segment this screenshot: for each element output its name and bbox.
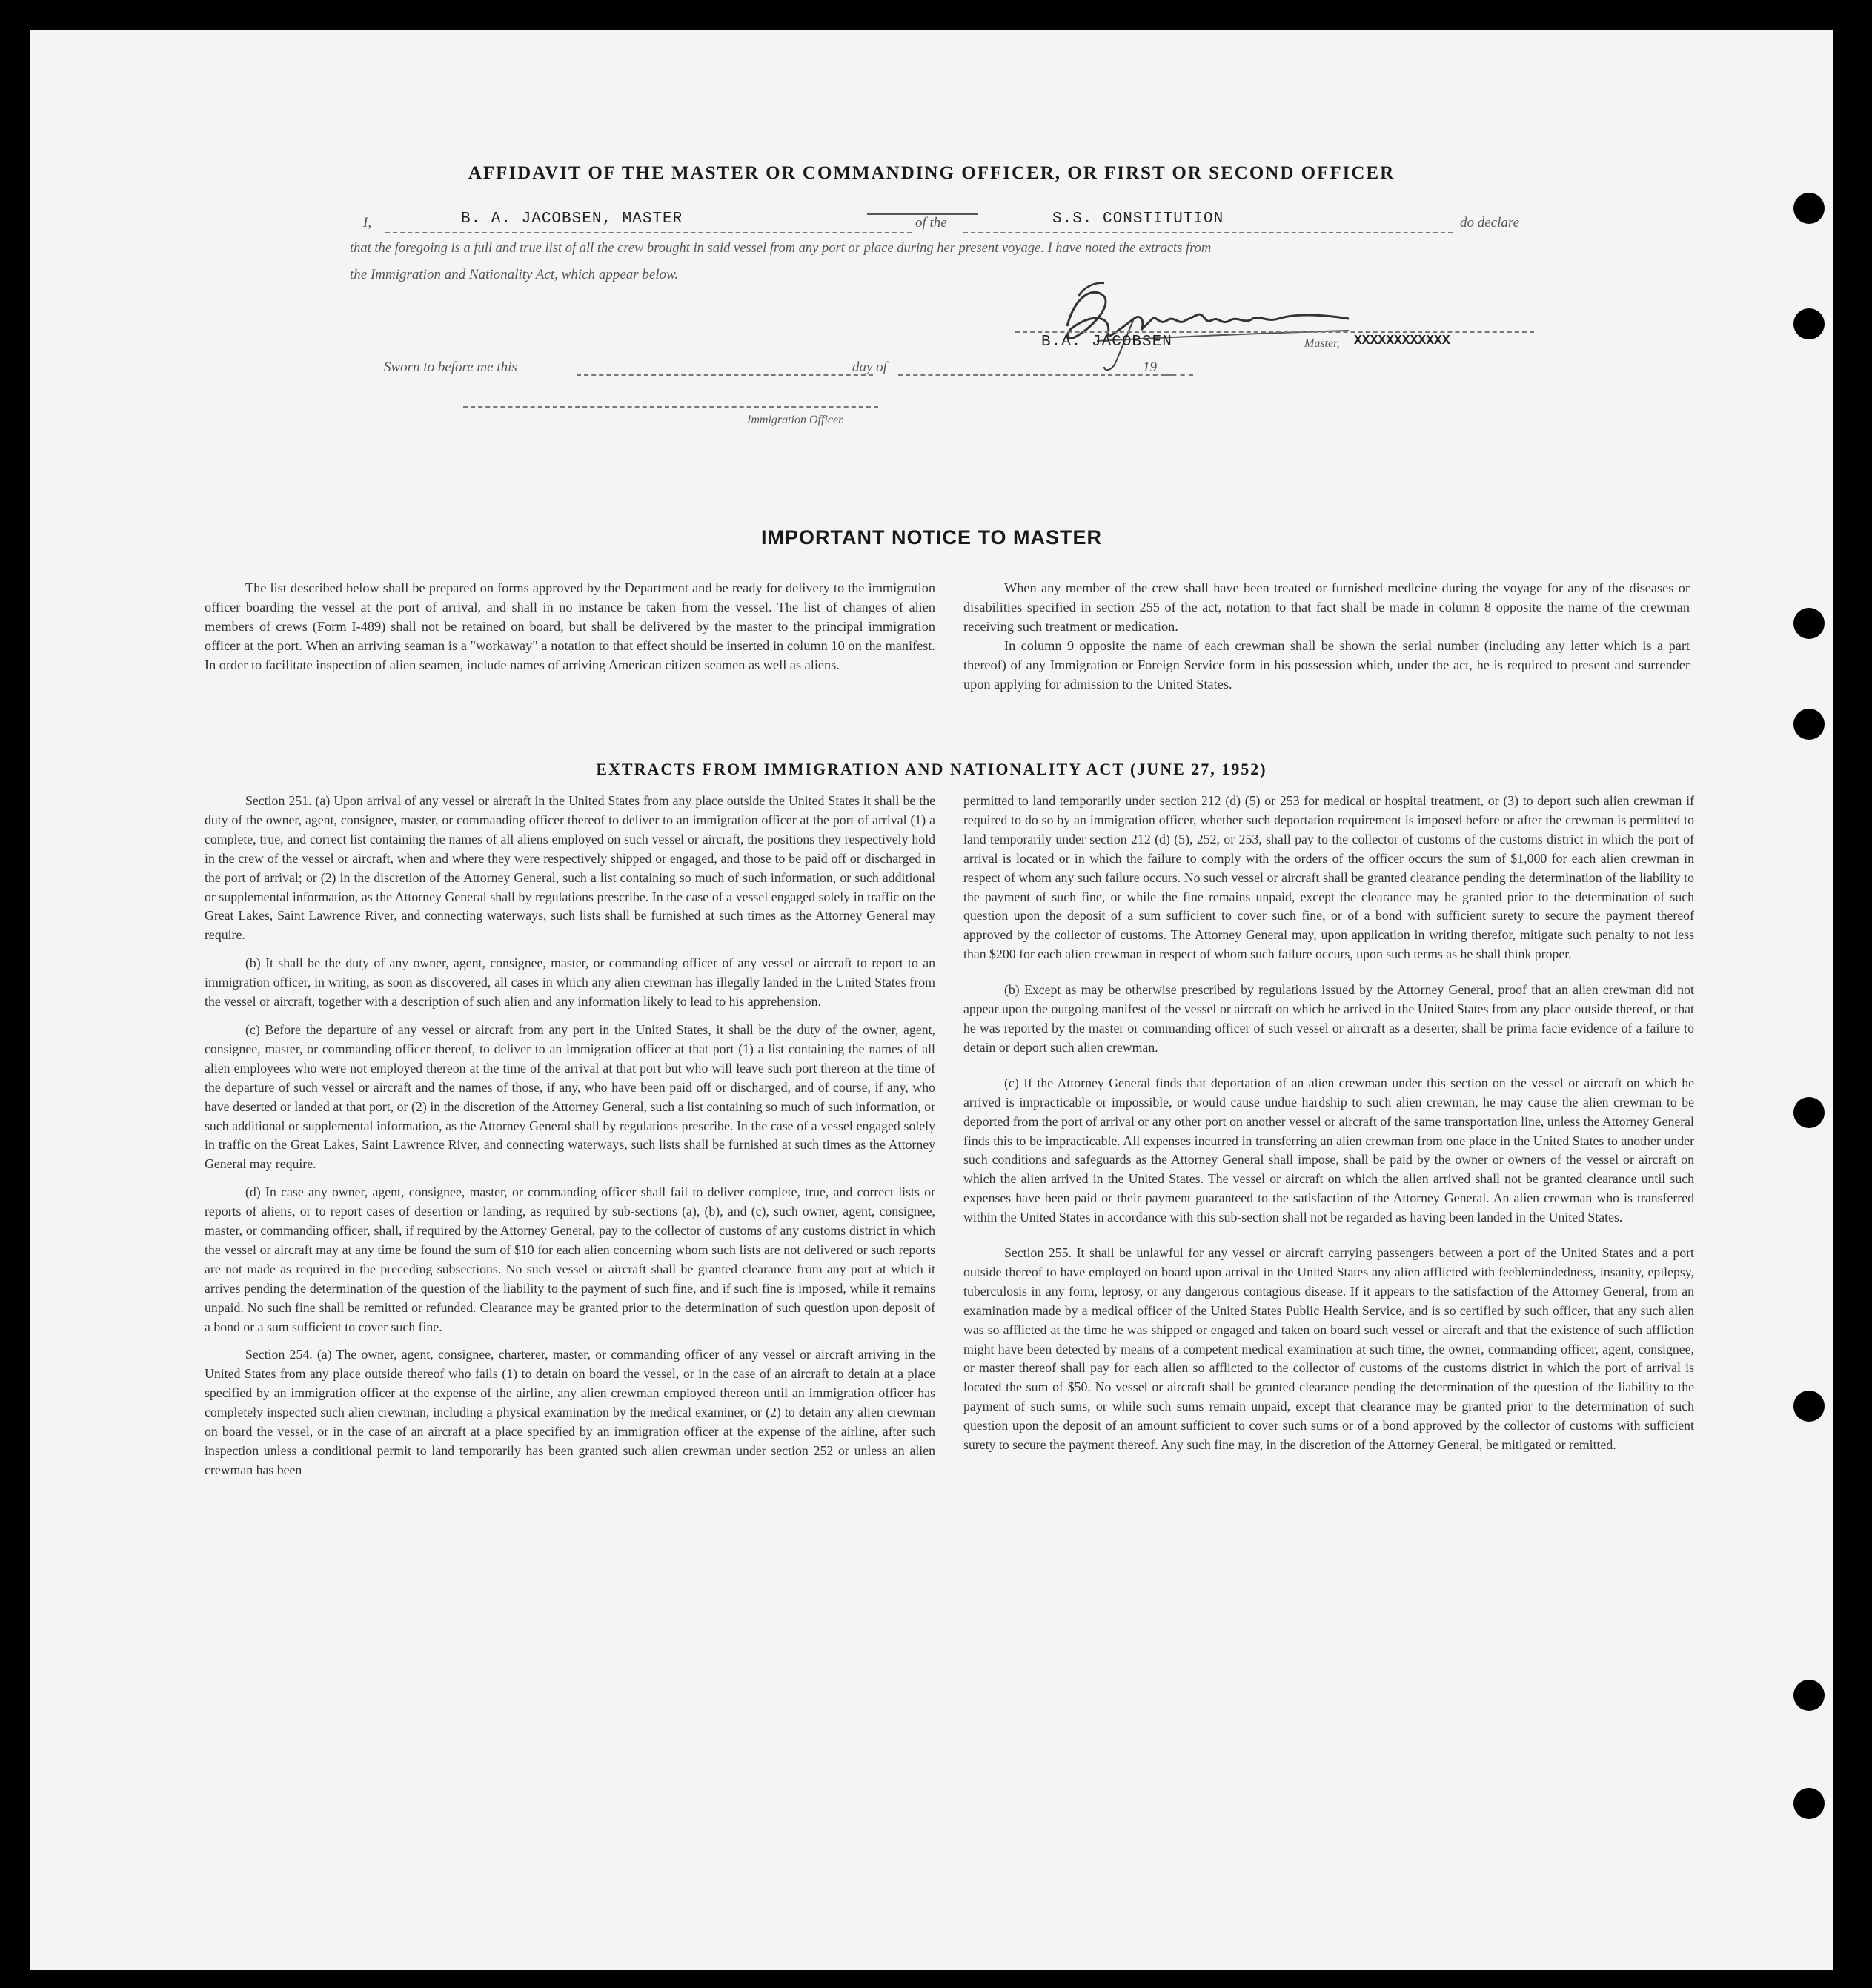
officer-line: [463, 406, 878, 408]
affidavit-text-line3: the Immigration and Nationality Act, which appear below.: [350, 267, 679, 282]
punch-hole: [1793, 709, 1825, 740]
punch-hole: [1793, 608, 1825, 639]
struck-text: XXXXXXXXXXXX: [1354, 334, 1450, 348]
extract-section-251a: Section 251. (a) Upon arrival of any vessel or aircraft in the United States from any place outside the United States it shall be the duty of the owner, agent, consignee, master, or commanding officer thereof to deliver to an immigration officer at the port of arrival (1) a complete, true, and correct list containing the names of all aliens employed on such vessel or aircraft, the positions they respectively hold in the crew of the vessel or aircraft, when and where they were respectively shipped or engaged, and those to be paid off or discharged in the port of arrival; or (2) in the discretion of the Attorney General, such a list containing so much of such information, or such additional or supplemental information, as the Attorney General shall by regulations prescribe. In the case of a vessel engaged solely in traffic on the Great Lakes, Saint Lawrence River, and connecting waterways, such lists shall be furnished at such times as the Attorney General may require.: [205, 793, 935, 943]
extract-section-254b: (b) Except as may be otherwise prescribed by regulations issued by the Attorney General, proof that an alien crewman did not appear upon the outgoing manifest of the vessel or aircraft on which he arrived in the United States from any place outside thereof, or that he was reported by the master or commanding officer of such vessel or aircraft as a deserter, shall be prima facie evidence of a failure to detain or deport such alien crewman.: [963, 982, 1694, 1055]
punch-hole: [1793, 1391, 1825, 1422]
extract-section-251b: (b) It shall be the duty of any owner, agent, consignee, master, or commanding officer of any vessel or aircraft to report to an immigration officer, in writing, as soon as discovered, all cases in which any alien crewman has illegally landed in the United States from the vessel or aircraft, together with a description of such alien and any information likely to lead to his apprehension.: [205, 955, 935, 1010]
affidavit-title: AFFIDAVIT OF THE MASTER OR COMMANDING OFFICER, OR FIRST OR SECOND OFFICER: [468, 163, 1395, 183]
master-label: Master,: [1304, 337, 1340, 350]
document-page: [30, 30, 1833, 1970]
master-name: B. A. JACOBSEN, MASTER: [461, 211, 683, 228]
affidavit-text-line2: that the foregoing is a full and true list of all the crew brought in said vessel from any port or place during her present voyage. I have noted the extracts from: [350, 241, 1212, 256]
punch-hole: [1793, 1097, 1825, 1128]
notice-left-text: The list described below shall be prepared on forms approved by the Department and be ready for delivery to the immigration officer boarding the vessel at the port of arrival, and shall in no instance be taken from the vessel. The list of changes of alien members of crews (Form I-489) shall not be retained on board, but shall be delivered by the master to the principal immigration officer at the port. When an arriving seaman is a "workaway" a notation to that effect should be inserted in column 10 on the manifest. In order to facilitate inspection of alien seamen, include names of arriving American citizen seamen as well as aliens.: [205, 580, 935, 672]
notice-right-text-2: In column 9 opposite the name of each crewman shall be shown the serial number (including any letter which is a part thereof) of any Immigration or Foreign Service form in his possession which, under the act, he is required to present and surrender upon applying for admission to the United States.: [963, 638, 1690, 692]
handwritten-signature: [1023, 267, 1408, 378]
sworn-day-line: [577, 374, 873, 376]
extract-section-254a: Section 254. (a) The owner, agent, consignee, charterer, master, or commanding officer of any vessel or aircraft arriving in the United States from any place outside thereof who fails (1) to detain on board the vessel, or in the case of an aircraft to detain at a place specified by an immigration officer at the expense of the airline, any alien crewman employed thereon until an immigration officer has completely inspected such alien crewman, including a physical examination by the medical examiner, or (2) to detain any alien crewman on board the vessel, or in the case of an aircraft at a place specified by an immigration officer at the expense of the airline, after such inspection unless a conditional permit to land temporarily has been granted such alien crewman under section 252 or unless an alien crewman has been: [205, 1347, 935, 1477]
vessel-name: S.S. CONSTITUTION: [1052, 211, 1224, 228]
extract-section-254c: (c) If the Attorney General finds that deportation of an alien crewman under this section on the vessel or aircraft on which he arrived is impracticable or impossible, or would cause undue hardship to such alien crewman, he may cause the alien crewman to be deported from the port of arrival or any other port on another vessel or aircraft of the same transportation line, unless the Attorney General finds this to be impracticable. All expenses incurred in transferring an alien crewman from one place in the United States to another under such conditions and safeguards as the Attorney General shall impose, shall be paid by the owner or owners of the vessel or aircraft on which the alien arrived in the United States. The vessel or aircraft on which the alien arrived shall not be granted clearance until such expenses have been paid or their payment guaranteed to the satisfaction of the Attorney General. An alien crewman who is transferred within the United States in accordance with this sub-section shall not be regarded as having been landed in the United States.: [963, 1075, 1694, 1225]
punch-hole: [1793, 1788, 1825, 1819]
of-the-label: of the: [915, 215, 947, 231]
officer-label: Immigration Officer.: [747, 414, 845, 426]
extract-section-255: Section 255. It shall be unlawful for any vessel or aircraft carrying passengers between a port of the United States and a port outside thereof to have employed on board upon arrival in the United States any alien afflicted with feeblemindedness, insanity, epilepsy, tuberculosis in any form, leprosy, or any dangerous contagious disease. If it appears to the satisfaction of the Attorney General, from an examination made by a medical officer of the United States Public Health Service, and is so certified by such officer, that any such alien was so afflicted at the time he was shipped or engaged and taken on board such vessel or aircraft and that the existence of such affliction might have been detected by means of a competent medical examination at such time, the owner, commanding officer, agent, consignee, or master thereof shall pay for each alien so afflicted to the collector of customs of the customs district in which the port of arrival is located the sum of $50. No vessel or aircraft shall be granted clearance pending the determination of the question of the liability to the payment of such sums, or while such sums remain unpaid, except that clearance may be granted prior to the determination of such question upon the deposit of an amount sufficient to cover such sums or of a bond approved by the collector of customs with sufficient surety to secure the payment thereof. Any such fine may, in the discretion of the Attorney General, be mitigated or remitted.: [963, 1245, 1694, 1453]
sworn-label: Sworn to before me this: [384, 360, 517, 375]
punch-hole: [1793, 308, 1825, 339]
punch-hole: [1793, 193, 1825, 224]
extracts-right-column: [963, 792, 1694, 1464]
extract-section-251c: (c) Before the departure of any vessel or aircraft from any port in the United States, it shall be the duty of the owner, agent, consignee, master, or commanding officer thereof, to deliver to an immigration officer at that port (1) a list containing the names of all alien employees who were not employed thereon at the time of the arrival at that port but who will leave such port thereon at the time of the departure of such vessel or aircraft and the names of those, if any, who have been paid off or discharged, and of course, if any, who have deserted or landed at that port, or (2) in the discretion of the Attorney General, such a list containing so much of such information, or such additional or supplemental information, as the Attorney General shall by regulations prescribe. In the case of a vessel engaged solely in traffic on the Great Lakes, Saint Lawrence River, and connecting waterways, such lists shall be furnished at such times as the Attorney General may require.: [205, 1021, 935, 1172]
year-label: 19: [1143, 360, 1157, 375]
punch-hole: [1793, 1680, 1825, 1711]
notice-title: IMPORTANT NOTICE TO MASTER: [761, 526, 1102, 549]
name-line: [385, 232, 912, 233]
month-line: [898, 374, 1172, 376]
notice-left-column: [205, 578, 935, 683]
affidavit-i-label: I,: [363, 215, 372, 231]
extract-section-254a-cont: permitted to land temporarily under section 212 (d) (5) or 253 for medical or hospital treatment, or (3) to deport such alien crewman if required to do so by an immigration officer, whether such deportation requirement is imposed before or after the crewman is permitted to land temporarily under section 212 (d) (5), 252, or 253, shall pay to the collector of customs of the customs district in which the port of arrival is located or in which the failure to comply with the orders of the officer occurs the sum of $1,000 for each alien crewman in respect of whom any such failure occurs. No such vessel or aircraft shall be granted clearance pending the determination of the liability to the payment of such fine, or while the fine remains unpaid, except the clearance may be granted prior to the determination of such question upon the deposit of a sum sufficient to cover such fine, or of a bond with sufficient surety to secure the payment thereof approved by the collector of customs. The Attorney General may, upon application in writing therefor, mitigate such penalty to not less than $200 for each alien crewman in respect of whom such failure occurs, upon such terms as he shall think proper.: [963, 793, 1694, 962]
signature-line: [1015, 331, 1534, 333]
extract-section-251d: (d) In case any owner, agent, consignee, master, or commanding officer shall fail to deliver complete, true, and correct lists or reports of aliens, or to report cases of desertion or landing, as required by sub-sections (a), (b), and (c), such owner, agent, consignee, master, or commanding officer, shall, if required by the Attorney General, pay to the collector of customs of any customs district in which the vessel or aircraft may at any time be found the sum of $10 for each alien concerning whom such lists are not delivered or such reports are not made as required in the preceding subsections. No such vessel or aircraft shall be granted clearance from any port at which it arrives pending the determination of the question of the liability to the payment of such fine, and if such fine is imposed, while it remains unpaid. No such fine shall be remitted or refunded. Clearance may be granted prior to the determination of such question upon deposit of a bond or a sum sufficient to cover such fine.: [205, 1184, 935, 1334]
signer-name: B.A. JACOBSEN: [1041, 334, 1172, 351]
year-line: [1164, 374, 1193, 376]
day-of-label: day of: [852, 360, 887, 375]
notice-right-text-1: When any member of the crew shall have been treated or furnished medicine during the voyage for any of the diseases or disabilities specified in section 255 of the act, notation to that fact shall be made in column 8 opposite the name of the crewman receiving such treatment or medication.: [963, 580, 1690, 634]
extracts-title: EXTRACTS FROM IMMIGRATION AND NATIONALITY ACT (JUNE 27, 1952): [596, 760, 1267, 778]
extracts-left-column: [205, 792, 935, 1489]
vessel-line: [963, 232, 1453, 233]
do-declare-label: do declare: [1460, 215, 1520, 231]
notice-right-column: [963, 578, 1690, 703]
